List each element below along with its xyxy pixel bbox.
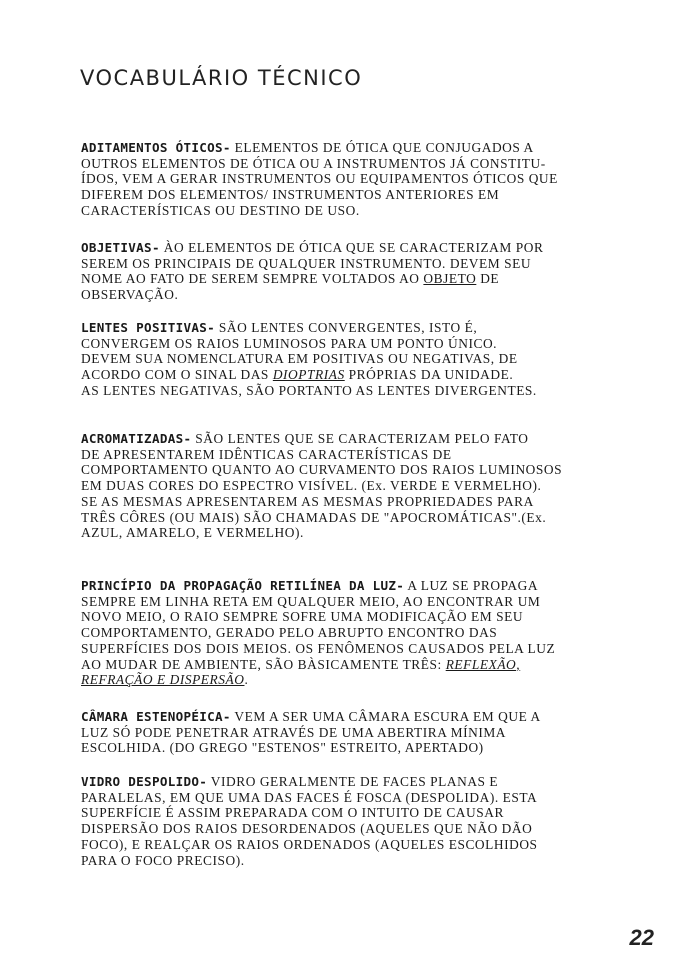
- underlined-term-dioptrias: DIOPTRIAS: [272, 367, 345, 383]
- entry-definition-end: DE OBSERVAÇÃO.: [81, 271, 500, 303]
- entry-term: CÂMARA ESTENOPÉICA-: [81, 709, 231, 724]
- entry-camara-estenopeica: [81, 709, 601, 756]
- entry-term: PRINCÍPIO DA PROPAGAÇÃO RETILÍNEA DA LUZ-: [81, 578, 405, 593]
- entry-aditamentos-oticos: [81, 140, 601, 219]
- underlined-term-objeto: OBJETO: [423, 271, 477, 287]
- entry-acromatizadas: [81, 431, 601, 541]
- entry-term: LENTES POSITIVAS-: [81, 320, 215, 335]
- entry-term: VIDRO DESPOLIDO-: [81, 774, 208, 789]
- page-number: 22: [629, 925, 654, 950]
- entry-term: ACROMATIZADAS-: [81, 431, 192, 446]
- entry-definition: VEM A SER UMA CÂMARA ESCURA EM QUE A LUZ SÓ PODE PENETRAR ATRAVÉS DE UMA ABERTIRA MÍNIMA ESCOLHIDA. (DO GREGO "ESTENOS" ESTREITO, APERTADO): [81, 709, 541, 756]
- page-title: VOCABULÁRIO TÉCNICO: [80, 66, 363, 90]
- entry-definition-end: PRÓPRIAS DA UNIDADE. AS LENTES NEGATIVAS, SÃO PORTANTO AS LENTES DIVERGENTES.: [81, 367, 537, 398]
- entry-term: ADITAMENTOS ÓTICOS-: [81, 140, 231, 155]
- entry-definition: VIDRO GERALMENTE DE FACES PLANAS E PARALELAS, EM QUE UMA DAS FACES É FOSCA (DESPOLIDA). ESTA SUPERFÍCIE É ASSIM PREPARADA COM O INTUITO DE CAUSAR DISPERSÃO DOS RAIOS DESORDENADOS (AQUELES QUE NÃO DÃO FOCO), E REALÇAR OS RAIOS ORDENADOS (AQUELES ESCOLHIDOS PARA O FOCO PRECISO).: [81, 774, 538, 868]
- entry-definition: SÃO LENTES CONVERGENTES, ISTO É, CONVERGEM OS RAIOS LUMINOSOS PARA UM PONTO ÚNICO. DEVEM SUA NOMENCLATURA EM POSITIVAS OU NEGATIVAS, DE ACORDO COM O SINAL DAS: [81, 320, 518, 383]
- entry-definition: A LUZ SE PROPAGA SEMPRE EM LINHA RETA EM QUALQUER MEIO, AO ENCONTRAR UM NOVO MEIO, O RAIO SEMPRE SOFRE UMA MODIFICAÇÃO EM SEU COMPORTAMENTO, GERADO PELO ABRUPTO ENCONTRO DAS SUPERFÍCIES DOS DOIS MEIOS. OS FENÔMENOS CAUSADOS PELA LUZ AO MUDAR DE AMBIENTE, SÃO BÀSICAMENTE TRÊS:: [81, 578, 556, 672]
- entry-objetivas: [81, 240, 601, 303]
- entry-definition: ELEMENTOS DE ÓTICA QUE CONJUGADOS A OUTROS ELEMENTOS DE ÓTICA OU A INSTRUMENTOS JÁ CONSTITU- ÍDOS, VEM A GERAR INSTRUMENTOS OU EQUIPAMENTOS ÓTICOS QUE DIFEREM DOS ELEMENTOS/ INSTRUMENTOS ANTERIORES EM CARACTERÍSTICAS OU DESTINO DE USO.: [81, 140, 558, 218]
- entry-principio-propagacao: [81, 578, 601, 688]
- entry-lentes-positivas: [81, 320, 601, 399]
- entry-term: OBJETIVAS-: [81, 240, 160, 255]
- entry-vidro-despolido: [81, 774, 601, 868]
- entry-definition: ÀO ELEMENTOS DE ÓTICA QUE SE CARACTERIZAM POR SEREM OS PRINCIPAIS DE QUALQUER INSTRUMENTO. DEVEM SEU NOME AO FATO DE SEREM SEMPRE VOLTADOS AO: [81, 240, 544, 287]
- underlined-terms-fenomenos: REFLEXÃO, REFRAÇÃO E DISPERSÃO: [81, 656, 521, 688]
- entry-definition-end: .: [244, 672, 249, 688]
- entry-definition: SÃO LENTES QUE SE CARACTERIZAM PELO FATO DE APRESENTAREM IDÊNTICAS CARACTERÍSTICAS DE COMPORTAMENTO QUANTO AO CURVAMENTO DOS RAIOS LUMINOSOS EM DUAS CORES DO ESPECTRO VISÍVEL. (Ex. VERDE E VERMELHO). SE AS MESMAS APRESENTAREM AS MESMAS PROPRIEDADES PARA TRÊS CÔRES (OU MAIS) SÃO CHAMADAS DE "APOCROMÁTICAS".(Ex. AZUL, AMARELO, E VERMELHO).: [81, 431, 563, 541]
